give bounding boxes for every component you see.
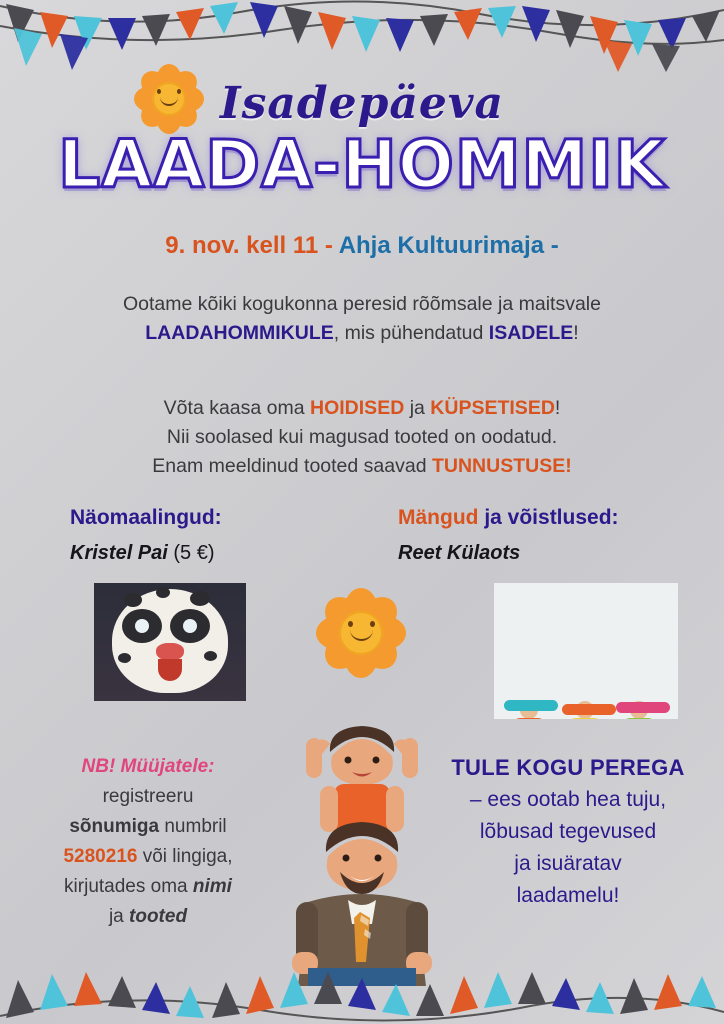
poster-subtitle [0, 232, 724, 260]
sellers-title: NB! Müüjatele: [81, 756, 215, 777]
bring-l1-a: Võta kaasa oma [163, 397, 311, 419]
games-heading [398, 506, 619, 530]
bring-line-2: Nii soolased kui magusad tooted on oodatud. [166, 426, 558, 448]
sellers-sms-word: sõnumiga [69, 816, 160, 837]
bring-tunnustuse: TUNNUSTUSE! [431, 455, 572, 477]
family-line-2: lõbusad tegevused [479, 820, 657, 843]
intro-mid: , mis pühendatud [333, 322, 489, 344]
sellers-line-2 [28, 812, 268, 842]
sellers-products-word: tooted [129, 906, 188, 927]
father-and-son-illustration [262, 716, 462, 986]
intro-paragraph [0, 290, 724, 348]
family-invite-block [434, 752, 702, 912]
intro-line-1: Ootame kõiki kogukonna peresid rõõmsale ja maitsvale [123, 293, 601, 315]
sellers-info-block [28, 752, 268, 932]
games-person [398, 542, 520, 565]
bring-line-3 [0, 452, 724, 481]
games-person-name: Reet Külaots [398, 542, 521, 564]
games-heading-and: ja [478, 506, 508, 529]
family-line-4: laadamelu! [516, 884, 620, 907]
event-date: 9. nov. kell 11 - [165, 232, 333, 259]
games-heading-contests: võistlused [507, 506, 612, 529]
facepaint-price: (5 €) [173, 542, 215, 564]
games-photo [494, 583, 678, 719]
sellers-l5-a: ja [108, 906, 130, 927]
smiling-flower-icon-middle [313, 585, 409, 681]
intro-end: ! [573, 322, 579, 344]
facepaint-person [70, 542, 215, 565]
sellers-l4-a: kirjutades oma [64, 876, 193, 897]
bring-kypsetised: KÜPSETISED [430, 397, 555, 419]
event-place: Ahja Kultuurimaja - [338, 232, 559, 259]
facepaint-heading [70, 506, 222, 530]
sellers-line-1: registreeru [102, 786, 194, 807]
bring-l1-c: ja [404, 397, 431, 419]
bring-l3-a: Enam meeldinud tooted saavad [152, 455, 432, 477]
sellers-line-5 [28, 902, 268, 932]
poster-script-title: Isadepäeva [220, 78, 504, 129]
sellers-l3-b: või lingiga, [137, 846, 233, 867]
sellers-phone-number: 5280216 [63, 846, 138, 867]
games-heading-word: Mängud [398, 506, 479, 529]
facepaint-heading-text: Näomaalingud: [70, 506, 222, 529]
bring-paragraph [0, 394, 724, 481]
facepaint-person-name: Kristel Pai [70, 542, 168, 564]
intro-isadele: ISADELE [488, 322, 574, 344]
sellers-name-word: nimi [192, 876, 232, 897]
sellers-line-3 [28, 842, 268, 872]
intro-line-2 [0, 319, 724, 348]
games-heading-colon: : [611, 506, 619, 529]
facepaint-photo [94, 583, 246, 701]
poster-main-title: LAADA-HOMMIK [58, 126, 666, 203]
sellers-line-4 [28, 872, 268, 902]
family-line-1: – ees ootab hea tuju, [469, 788, 667, 811]
family-title: TULE KOGU PEREGA [451, 755, 685, 780]
family-line-3: ja isuäratav [514, 852, 622, 875]
bring-l1-e: ! [554, 397, 561, 419]
sellers-l2-b: numbril [159, 816, 227, 837]
bring-line-1 [0, 394, 724, 423]
intro-laadahommikule: LAADAHOMMIKULE [145, 322, 334, 344]
bunting-top-decoration [0, 0, 724, 72]
bring-hoidised: HOIDISED [310, 397, 405, 419]
